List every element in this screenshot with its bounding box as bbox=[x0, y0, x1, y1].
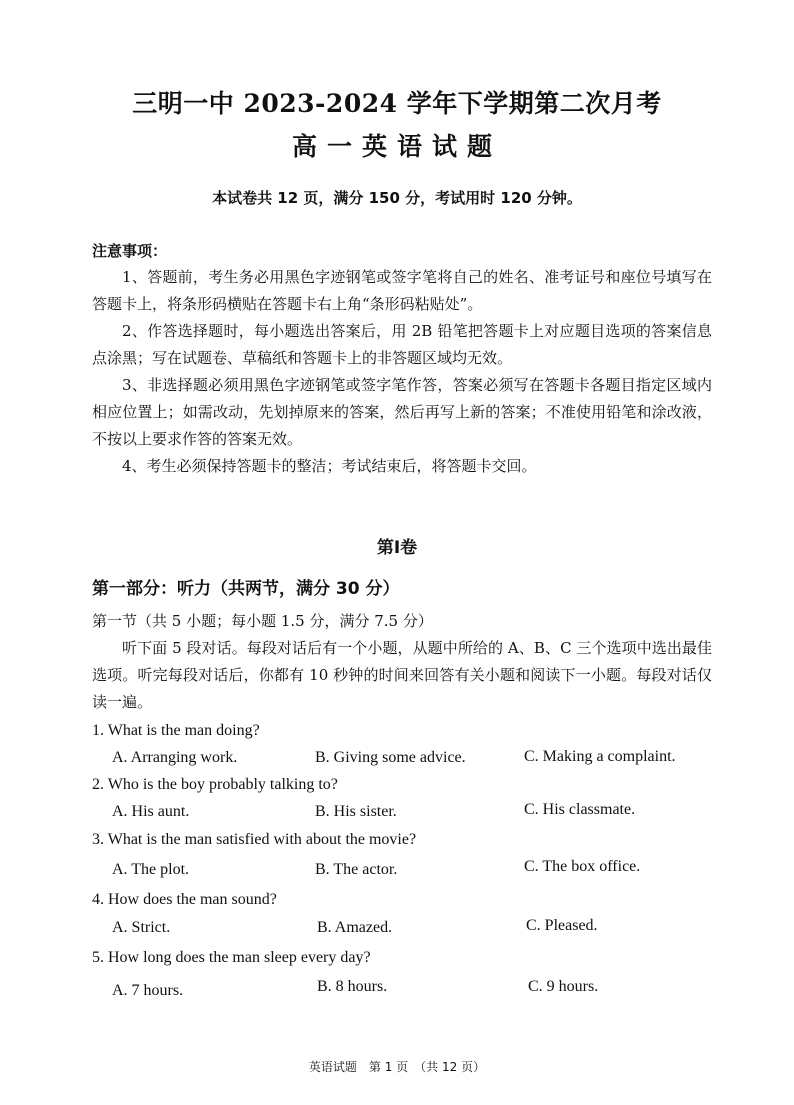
option-c: C. Pleased. bbox=[526, 917, 598, 934]
part-heading: 第一部分：听力（共两节，满分 30 分） bbox=[92, 579, 400, 599]
option-a: A. Arranging work. bbox=[112, 749, 238, 766]
notice-item: 4、考生必须保持答题卡的整洁；考试结束后，将答题卡交回。 bbox=[122, 457, 537, 475]
option-b: B. The actor. bbox=[315, 861, 398, 878]
notice-item: 2、作答选择题时，每小题选出答案后，用 2B 铅笔把答题卡上对应题目选项的答案信息点涂黑；写在试题卷、草稿纸和答题卡上的非答题区域均无效。 bbox=[92, 322, 712, 367]
option-c: C. 9 hours. bbox=[528, 978, 599, 995]
option-a: A. His aunt. bbox=[112, 803, 190, 820]
notice-item: 1、答题前，考生务必用黑色字迹钢笔或签字笔将自己的姓名、准考证号和座位号填写在答题卡上，将条形码横贴在答题卡右上角“条形码粘贴处”。 bbox=[92, 268, 712, 313]
option-a: A. Strict. bbox=[112, 919, 171, 936]
option-c: C. His classmate. bbox=[524, 801, 636, 818]
section-heading: 第一节（共 5 小题；每小题 1.5 分，满分 7.5 分） bbox=[92, 612, 433, 630]
option-b: B. 8 hours. bbox=[317, 978, 388, 995]
exam-title: 三明一中 2023-2024 学年下学期第二次月考 bbox=[132, 89, 662, 118]
option-a: A. 7 hours. bbox=[112, 982, 184, 999]
volume-heading: 第Ⅰ卷 bbox=[376, 538, 418, 558]
option-c: C. Making a complaint. bbox=[524, 748, 676, 765]
option-a: A. The plot. bbox=[112, 861, 190, 878]
option-c: C. The box office. bbox=[524, 858, 641, 875]
notice-heading: 注意事项： bbox=[92, 242, 168, 260]
exam-subject-title: 高一英语试题 bbox=[291, 132, 502, 161]
question-2: 2. Who is the boy probably talking to? bbox=[92, 776, 338, 793]
option-b: B. His sister. bbox=[315, 803, 397, 820]
question-5: 5. How long does the man sleep every day? bbox=[92, 949, 371, 966]
exam-intro: 本试卷共 12 页，满分 150 分，考试用时 120 分钟。 bbox=[212, 189, 582, 207]
question-4: 4. How does the man sound? bbox=[92, 891, 277, 908]
page-footer: 英语试题 第 1 页 （共 12 页） bbox=[308, 1060, 486, 1074]
question-3: 3. What is the man satisfied with about the movie? bbox=[92, 831, 417, 848]
option-b: B. Amazed. bbox=[317, 919, 393, 936]
question-1: 1. What is the man doing? bbox=[92, 722, 260, 739]
notice-list bbox=[92, 264, 712, 480]
listening-directions: 听下面 5 段对话。每段对话后有一个小题，从题中所给的 A、B、C 三个选项中选出最佳选项。听完每段对话后，你都有 10 秒钟的时间来回答有关小题和阅读下一小题。每段对话仅读一遍。 bbox=[92, 639, 712, 711]
option-b: B. Giving some advice. bbox=[315, 749, 466, 766]
notice-item: 3、非选择题必须用黑色字迹钢笔或签字笔作答，答案必须写在答题卡各题目指定区域内相应位置上；如需改动，先划掉原来的答案，然后再写上新的答案；不准使用铅笔和涂改液，不按以上要求作答的答案无效。 bbox=[92, 376, 712, 448]
